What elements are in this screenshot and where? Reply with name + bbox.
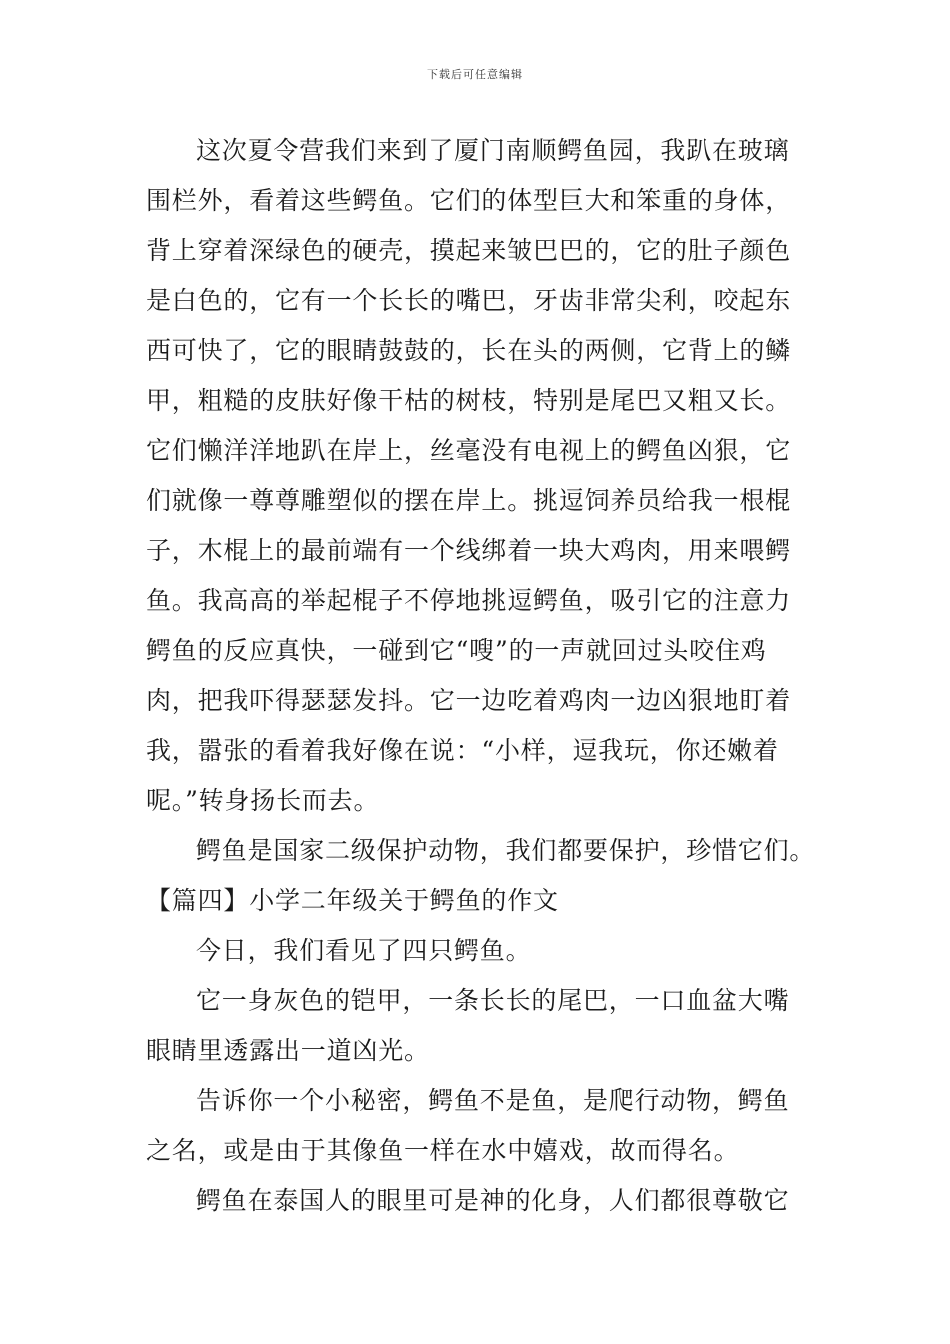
- text-line: 鳄鱼是国家二级保护动物，我们都要保护，珍惜它们。: [196, 836, 816, 865]
- text-line: 是白色的，它有一个长长的嘴巴，牙齿非常尖利，咬起东: [146, 286, 792, 315]
- text-line: 们就像一尊尊雕塑似的摆在岸上。挑逗饲养员给我一根棍: [146, 486, 792, 515]
- text-line: 鳄鱼在泰国人的眼里可是神的化身，人们都很尊敬它: [196, 1186, 790, 1215]
- text-line: 鱼。我高高的举起棍子不停地挑逗鳄鱼，吸引它的注意力: [146, 586, 792, 615]
- text-line: 眼睛里透露出一道凶光。: [146, 1036, 430, 1065]
- text-line: 子，木棍上的最前端有一个线绑着一块大鸡肉，用来喂鳄: [146, 536, 792, 565]
- text-line: 背上穿着深绿色的硬壳，摸起来皱巴巴的，它的肚子颜色: [146, 236, 792, 265]
- text-line: 围栏外，看着这些鳄鱼。它们的体型巨大和笨重的身体，: [146, 186, 792, 215]
- section-heading: 【篇四】小学二年级关于鳄鱼的作文: [146, 886, 559, 915]
- text-line: 我，嚣张的看着我好像在说：“小样，逗我玩，你还嫩着: [146, 736, 779, 765]
- text-line: 西可快了，它的眼睛鼓鼓的，长在头的两侧，它背上的鳞: [146, 336, 792, 365]
- text-line: 甲，粗糙的皮肤好像干枯的树枝，特别是尾巴又粗又长。: [146, 386, 792, 415]
- text-line: 告诉你一个小秘密，鳄鱼不是鱼，是爬行动物，鳄鱼: [196, 1086, 790, 1115]
- text-line: 今日，我们看见了四只鳄鱼。: [196, 936, 532, 965]
- text-line: 呢。”转身扬长而去。: [146, 786, 380, 815]
- text-line: 之名，或是由于其像鱼一样在水中嬉戏，故而得名。: [146, 1136, 740, 1165]
- text-line: 鳄鱼的反应真快，一碰到它“嗖”的一声就回过头咬住鸡: [146, 636, 767, 665]
- download-note: 下载后可任意编辑: [427, 68, 523, 81]
- text-line: 它一身灰色的铠甲，一条长长的尾巴，一口血盆大嘴: [196, 986, 790, 1015]
- text-line: 肉，把我吓得瑟瑟发抖。它一边吃着鸡肉一边凶狠地盯着: [146, 686, 792, 715]
- text-line: 这次夏令营我们来到了厦门南顺鳄鱼园，我趴在玻璃: [196, 136, 790, 165]
- text-line: 它们懒洋洋地趴在岸上，丝毫没有电视上的鳄鱼凶狠，它: [146, 436, 792, 465]
